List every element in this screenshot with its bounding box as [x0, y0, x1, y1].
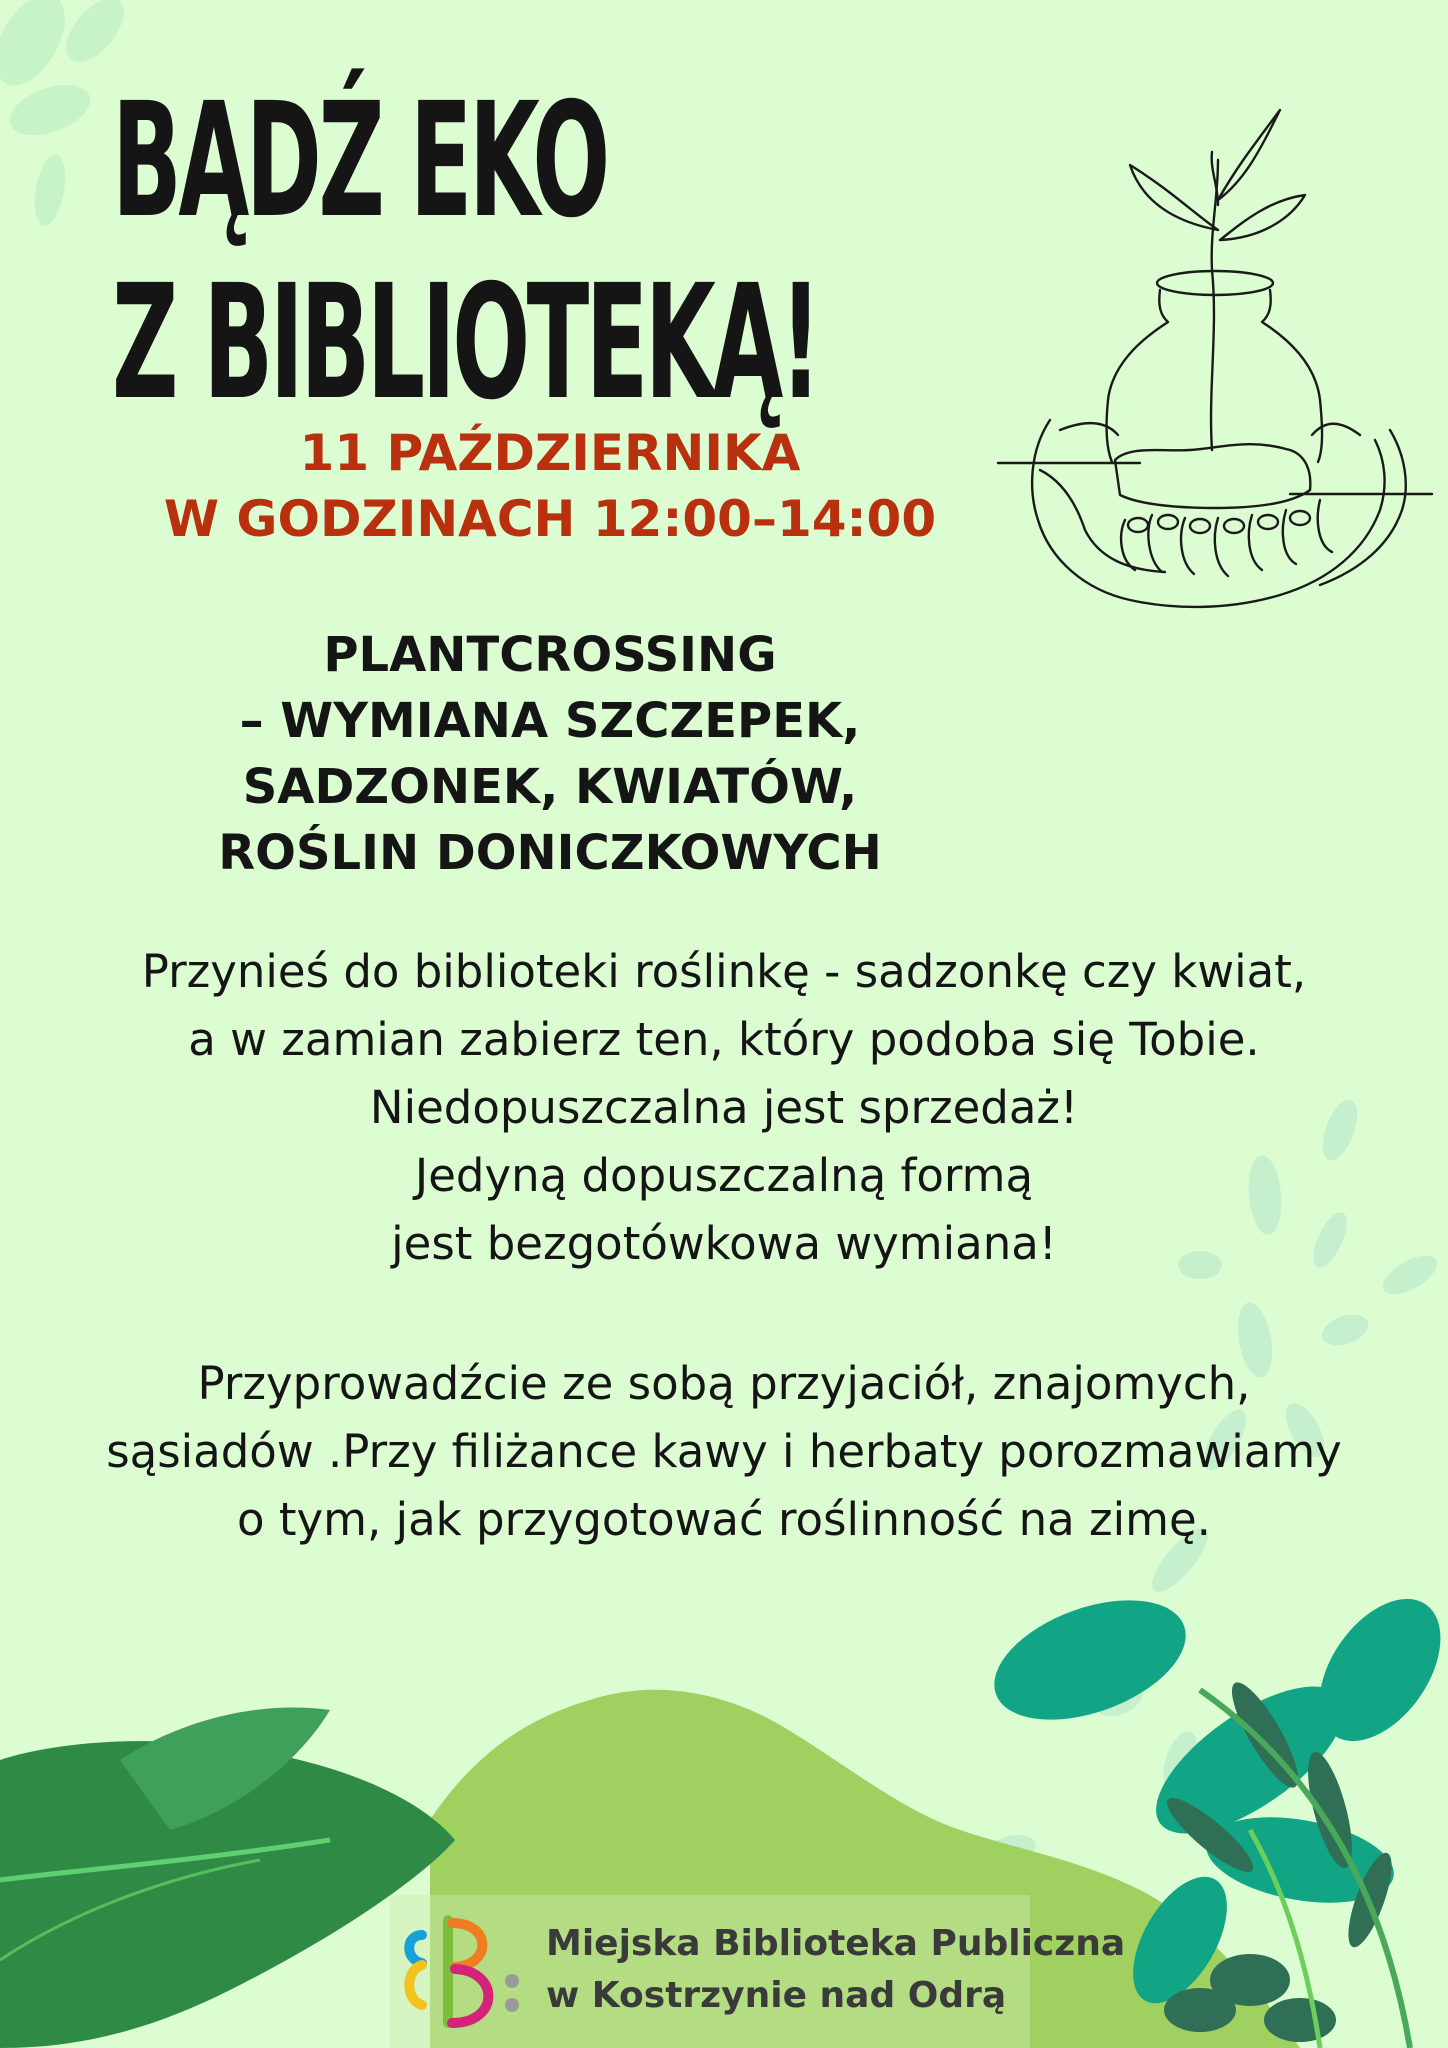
plant-in-jar-hands-illustration	[990, 90, 1440, 670]
paragraph-line: Niedopuszczalna jest sprzedaż!	[369, 1081, 1079, 1134]
library-b-logo	[400, 1905, 528, 2035]
description-paragraph-1	[0, 938, 1448, 1278]
paragraph-line: Jedyną dopuszczalną formą	[414, 1149, 1034, 1202]
paragraph-line: jest bezgotówkowa wymiana!	[391, 1217, 1057, 1270]
headline-line: ROŚLIN DONICZKOWYCH	[218, 825, 882, 881]
library-name-line-1: Miejska Biblioteka Publiczna	[546, 1923, 1126, 1964]
headline-line: – WYMIANA SZCZEPEK,	[239, 693, 861, 749]
description-paragraph-2	[0, 1350, 1448, 1554]
paragraph-line: o tym, jak przygotować roślinność na zimę.	[237, 1493, 1211, 1546]
title-line-1: BĄDŹ EKO	[112, 69, 607, 253]
event-headline	[60, 622, 1040, 886]
page-title	[112, 69, 819, 435]
date-line-2: W GODZINACH 12:00–14:00	[163, 490, 937, 548]
paragraph-line: a w zamian zabierz ten, który podoba się Tobie.	[188, 1013, 1260, 1066]
headline-line: SADZONEK, KWIATÓW,	[242, 759, 858, 815]
headline-line: PLANTCROSSING	[323, 627, 777, 683]
library-name	[546, 1918, 1125, 2022]
library-name-line-2: w Kostrzynie nad Odrą	[546, 1975, 1007, 2016]
paragraph-line: sąsiadów .Przy filiżance kawy i herbaty porozmawiamy	[106, 1425, 1342, 1478]
paragraph-line: Przynieś do biblioteki roślinkę - sadzonkę czy kwiat,	[141, 945, 1307, 998]
event-date	[60, 420, 1040, 552]
title-line-2: Z BIBLIOTEKĄ!	[112, 251, 819, 435]
paragraph-line: Przyprowadźcie ze sobą przyjaciół, znajomych,	[197, 1357, 1251, 1410]
date-line-1: 11 PAŹDZIERNIKA	[299, 424, 801, 482]
